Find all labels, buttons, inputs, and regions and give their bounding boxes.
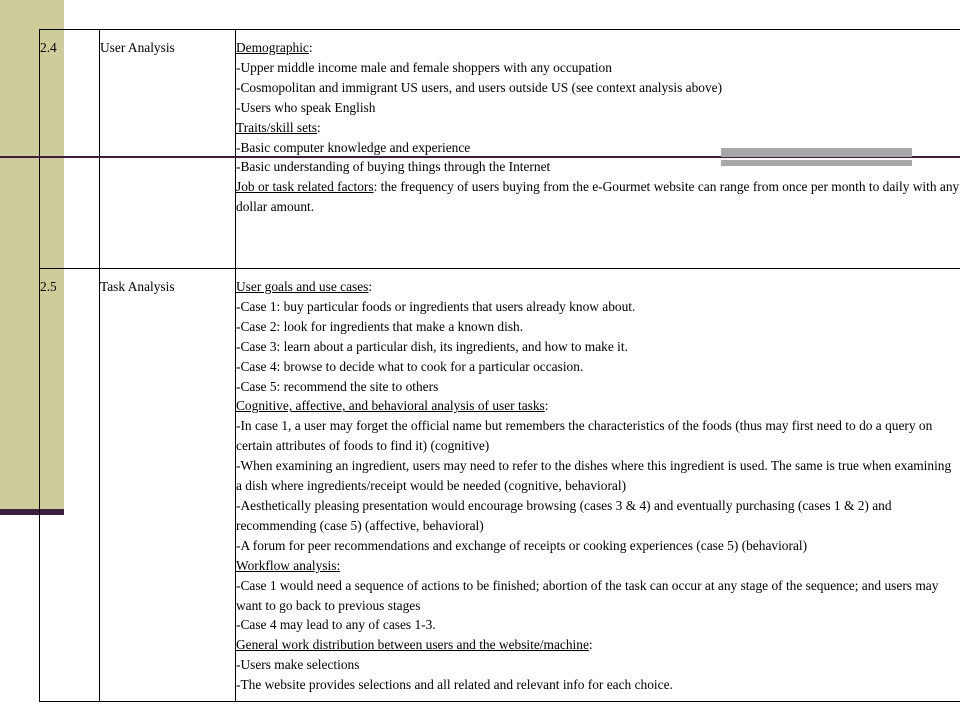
section-heading: Job or task related factors (236, 179, 374, 195)
section-heading-line (236, 38, 960, 58)
content-line: -A forum for peer recommendations and exchange of receipts or cooking experiences (case 5) (behavioral) (236, 537, 808, 553)
row-number: 2.4 (40, 30, 100, 269)
row-title: User Analysis (100, 30, 236, 269)
gray-decorative-bar-lower (721, 160, 912, 166)
content-line: -The website provides selections and all related and relevant info for each choice. (236, 677, 673, 693)
gray-decorative-bar (721, 148, 912, 157)
content-line: -Case 5: recommend the site to others (236, 378, 439, 394)
section-heading-line (236, 396, 960, 416)
section-heading: General work distribution between users and the website/machine (236, 637, 589, 653)
section-heading: Workflow analysis: (236, 557, 341, 573)
section-heading-suffix: : the frequency of users buying from the e-Gourmet website can range from once per month to daily with any dollar amount. (236, 179, 960, 215)
content-line: -Basic computer knowledge and experience (236, 139, 471, 155)
content-line: -Case 3: learn about a particular dish, its ingredients, and how to make it. (236, 338, 628, 354)
section-heading-suffix: : (308, 40, 313, 55)
section-heading-line (236, 277, 960, 297)
section-heading-line (236, 177, 960, 217)
content-line: -Users who speak English (236, 99, 376, 115)
content-line: -Cosmopolitan and immigrant US users, and users outside US (see context analysis above) (236, 79, 723, 95)
section-heading-line (236, 118, 960, 138)
content-line: -Aesthetically pleasing presentation would encourage browsing (cases 3 & 4) and eventually purchasing (cases 1 & 2) and recommending (case 5) (affective, behavioral) (236, 497, 892, 533)
content-line: -When examining an ingredient, users may need to refer to the dishes where this ingredient is used. The same is true when examining a dish where ingredients/receipt would be needed (cognitive, behavioral) (236, 458, 952, 494)
section-heading: Cognitive, affective, and behavioral analysis of user tasks (236, 398, 545, 414)
section-heading: Traits/skill sets (236, 119, 317, 135)
content-line: -In case 1, a user may forget the official name but remembers the characteristics of the foods (thus may first need to do a query on certain attributes of foods to find it) (cognitive) (236, 418, 933, 454)
content-line: -Upper middle income male and female shoppers with any occupation (236, 59, 612, 75)
section-heading: Demographic (236, 40, 309, 55)
content-line: -Case 2: look for ingredients that make a known dish. (236, 318, 524, 334)
content-line: -Case 4: browse to decide what to cook for a particular occasion. (236, 358, 584, 374)
section-heading-suffix: : (544, 398, 549, 414)
section-heading-line (236, 635, 960, 655)
section-heading-suffix: : (588, 637, 593, 653)
content-line: -Case 1 would need a sequence of actions to be finished; abortion of the task can occur at any stage of the sequence; and users may want to go back to previous stages (236, 577, 939, 613)
analysis-table (39, 29, 960, 702)
content-line: -Users make selections (236, 657, 360, 673)
content-line: -Case 1: buy particular foods or ingredients that users already know about. (236, 298, 636, 314)
row-content (236, 269, 960, 702)
table-row (40, 269, 960, 702)
section-heading-suffix: : (368, 279, 373, 294)
section-heading-line (236, 556, 960, 576)
section-heading: User goals and use cases (236, 279, 369, 294)
row-number: 2.5 (40, 269, 100, 702)
row-title: Task Analysis (100, 269, 236, 702)
content-line: -Basic understanding of buying things through the Internet (236, 159, 551, 175)
content-line: -Case 4 may lead to any of cases 1-3. (236, 617, 436, 633)
section-heading-suffix: : (316, 119, 321, 135)
